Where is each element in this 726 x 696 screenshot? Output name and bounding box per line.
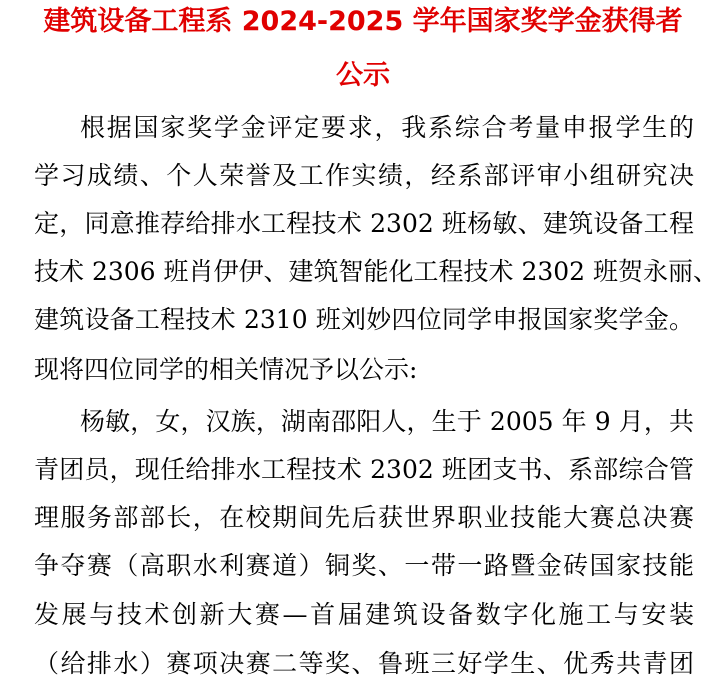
paragraph-line: 发展与技术创新大赛—首届建筑设备数字化施工与安装 — [34, 600, 694, 629]
paragraph-line: 学习成绩、个人荣誉及工作实绩，经系部评审小组研究决 — [34, 161, 694, 190]
document-title: 建筑设备工程系 2024-2025 学年国家奖学金获得者 — [43, 6, 683, 37]
document-title-continued: 公示 — [336, 60, 390, 91]
paragraph-line: 技术 2306 班肖伊伊、建筑智能化工程技术 2302 班贺永丽、 — [34, 257, 719, 286]
paragraph-line: （给排水）赛项决赛二等奖、鲁班三好学生、优秀共青团 — [34, 649, 694, 678]
paragraph-line: 根据国家奖学金评定要求，我系综合考量申报学生的 — [80, 113, 694, 142]
paragraph-line: 理服务部部长，在校期间先后获世界职业技能大赛总决赛 — [34, 503, 694, 532]
paragraph-line: 定，同意推荐给排水工程技术 2302 班杨敏、建筑设备工程 — [34, 209, 694, 238]
paragraph-line: 争夺赛（高职水利赛道）铜奖、一带一路暨金砖国家技能 — [34, 551, 694, 580]
paragraph-line: 青团员，现任给排水工程技术 2302 班团支书、系部综合管 — [34, 455, 694, 484]
paragraph-line: 杨敏，女，汉族，湖南邵阳人，生于 2005 年 9 月，共 — [80, 407, 694, 436]
paragraph-line: 现将四位同学的相关情况予以公示: — [34, 355, 418, 384]
paragraph-line: 建筑设备工程技术 2310 班刘妙四位同学申报国家奖学金。 — [34, 305, 694, 334]
